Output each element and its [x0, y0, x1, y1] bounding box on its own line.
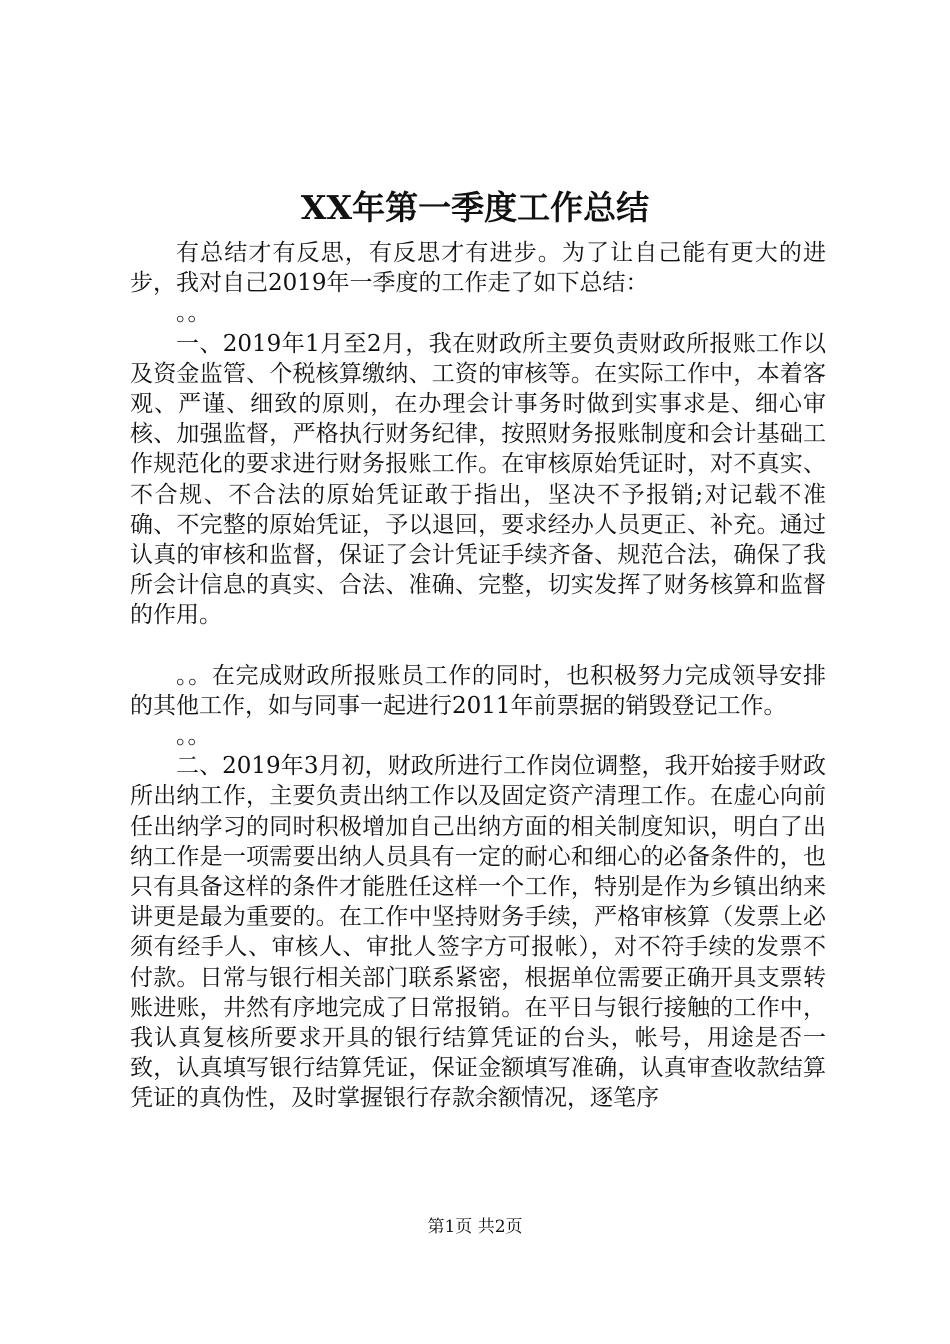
paragraph-other-work: 。。在完成财政所报账员工作的同时，也积极努力完成领导安排的其他工作，如与同事一起进行2011年前票据的销毁登记工作。 [130, 662, 826, 719]
paragraph-section-two: 二、2019年3月初，财政所进行工作岗位调整，我开始接手财政所出纳工作，主要负责出纳工作以及固定资产清理工作。在虚心向前任出纳学习的同时积极增加自己出纳方面的相关制度知识，明白了出纳工作是一项需要出纳人员具有一定的耐心和细心的必备条件的，也只有具备这样的条件才能胜任这样一个工作，特别是作为乡镇出纳来讲更是最为重要的。在工作中坚持财务手续，严格审核算（发票上必须有经手人、审核人、审批人签字方可报帐），对不符手续的发票不付款。日常与银行相关部门联系紧密，根据单位需要正确开具支票转账进账，井然有序地完成了日常报销。在平日与银行接触的工作中，我认真复核所要求开具的银行结算凭证的台头，帐号，用途是否一致，认真填写银行结算凭证，保证金额填写准确，认真审查收款结算凭证的真伪性，及时掌握银行存款余额情况，逐笔序 [130, 753, 826, 1112]
document-title: XX年第一季度工作总结 [300, 188, 650, 227]
paragraph-section-one: 一、2019年1月至2月，我在财政所主要负责财政所报账工作以及资金监管、个税核算缴纳、工资的审核等。在实际工作中，本着客观、严谨、细致的原则，在办理会计事务时做到实事求是、细心审核、加强监督，严格执行财务纪律，按照财务报账制度和会计基础工作规范化的要求进行财务报账工作。在审核原始凭证时，对不真实、不合规、不合法的原始凭证敢于指出，坚决不予报销;对记载不准确、不完整的原始凭证，予以退回，要求经办人员更正、补充。通过认真的审核和监督，保证了会计凭证手续齐备、规范合法，确保了我所会计信息的真实、合法、准确、完整，切实发挥了财务核算和监督的作用。 [130, 330, 826, 629]
paragraph-ellipsis-2: 。。 [176, 723, 211, 750]
paragraph-ellipsis-1: 。。 [176, 300, 211, 327]
paragraph-spacer [130, 631, 826, 661]
paragraph-intro: 有总结才有反思，有反思才有进步。为了让自己能有更大的进步，我对自己2019年一季度的工作走了如下总结： [130, 240, 826, 297]
document-body [130, 238, 826, 1114]
page-footer: 第1页 共2页 [427, 1217, 523, 1237]
